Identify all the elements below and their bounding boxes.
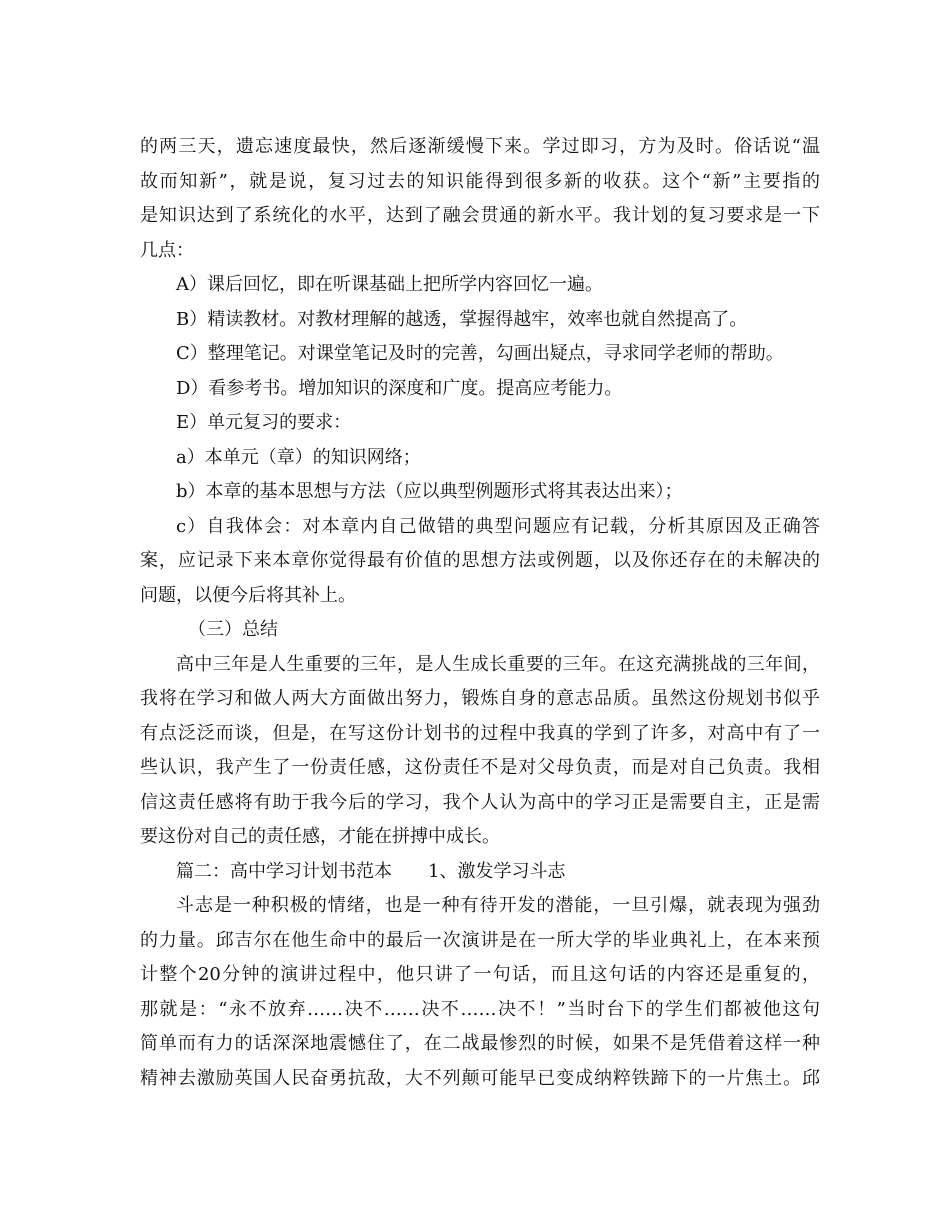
text-line: 斗志是一种积极的情绪，也是一种有待开发的潜能，一旦引爆，就表现为强劲 (176, 895, 820, 916)
text-line: 有点泛泛而谈，但是，在写这份计划书的过程中我真的学到了许多，对高中有了一 (140, 722, 820, 744)
list-item: c）自我体会：对本章内自己做错的典型问题应有记载，分析其原因及正确答 (176, 515, 820, 537)
text-line: 几点： (140, 239, 194, 261)
text-line: 问题，以便今后将其补上。 (140, 584, 356, 606)
text-line: 精神去激励英国人民奋勇抗敌，大不列颠可能早已变成纳粹铁蹄下的一片焦土。邱 (140, 1067, 820, 1089)
text-line: 故而知新”，就是说，复习过去的知识能得到很多新的收获。这个“新”主要指的 (140, 170, 820, 192)
section-heading: 篇二：高中学习计划书范本 1、激发学习斗志 (176, 860, 566, 882)
text-line: 那就是：“永不放弃……决不……决不……决不！”当时台下的学生们都被他这句 (140, 998, 820, 1020)
list-item: b）本章的基本思想与方法（应以典型例题形式将其表达出来）； (176, 481, 683, 502)
list-item: a）本单元（章）的知识网络； (176, 446, 421, 468)
list-item: A）课后回忆，即在听课基础上把所学内容回忆一遍。 (176, 274, 603, 295)
list-item: E）单元复习的要求： (176, 412, 352, 433)
text-line: 我将在学习和做人两大方面做出努力，锻炼自身的意志品质。虽然这份规划书似乎 (140, 688, 820, 709)
text-line: 的两三天，遗忘速度最快，然后逐渐缓慢下来。学过即习，方为及时。俗话说“温 (140, 136, 820, 157)
text-line: 些认识，我产生了一份责任感，这份责任不是对父母负责，而是对自己负责。我相 (140, 757, 820, 778)
document-body (140, 130, 820, 1096)
section-heading: （三）总结 (188, 619, 278, 640)
list-item: D）看参考书。增加知识的深度和广度。提高应考能力。 (176, 377, 623, 399)
list-item: C）整理笔记。对课堂笔记及时的完善，勾画出疑点，寻求同学老师的帮助。 (176, 343, 784, 364)
text-line: 信这责任感将有助于我今后的学习，我个人认为高中的学习正是需要自主，正是需 (140, 791, 820, 813)
text-line: 是知识达到了系统化的水平，达到了融会贯通的新水平。我计划的复习要求是一下 (140, 205, 820, 226)
text-line: 的力量。邱吉尔在他生命中的最后一次演讲是在一所大学的毕业典礼上，在本来预 (140, 929, 820, 951)
text-line: 要这份对自己的责任感，才能在拼搏中成长。 (140, 826, 500, 847)
text-line: 简单而有力的话深深地震憾住了，在二战最惨烈的时候，如果不是凭借着这样一种 (140, 1033, 820, 1054)
text-line: 计整个20分钟的演讲过程中，他只讲了一句话，而且这句话的内容还是重复的， (140, 964, 820, 985)
list-item: B）精读教材。对教材理解的越透，掌握得越牢，效率也就自然提高了。 (176, 308, 748, 330)
text-line: 案，应记录下来本章你觉得最有价值的思想方法或例题，以及你还存在的未解决的 (140, 550, 820, 571)
text-line: 高中三年是人生重要的三年，是人生成长重要的三年。在这充满挑战的三年间， (176, 653, 820, 675)
